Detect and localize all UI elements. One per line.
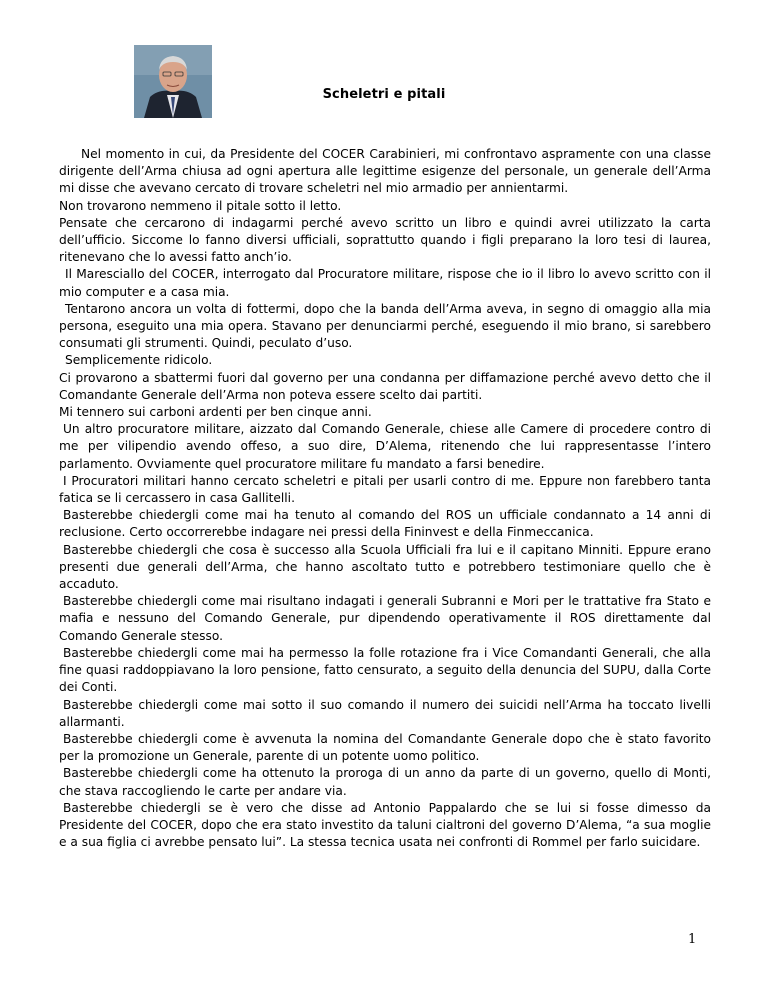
paragraph: Basterebbe chiedergli come è avvenuta la nomina del Comandante Generale dopo che è stato favorito per la promozione un Generale, parente di un potente uomo politico. [59, 731, 711, 764]
document-body [59, 146, 711, 851]
paragraph: Basterebbe chiedergli come ha ottenuto la proroga di un anno da parte di un governo, quello di Monti, che stava raccogliendo le carte per andare via. [59, 766, 711, 798]
paragraph: Basterebbe chiedergli come mai ha permesso la folle rotazione fra i Vice Comandanti Generali, che alla fine quasi raddoppiavano la loro pensione, fatto censurato, a seguito della denuncia del SUPU, dalla Corte dei Conti. [59, 645, 711, 695]
paragraph: Basterebbe chiedergli come mai risultano indagati i generali Subranni e Mori per le trattative fra Stato e mafia e nessuno del Comando Generale, pur dipendendo operativamente il ROS direttamente dal Comando Generale stesso. [59, 594, 711, 643]
portrait-image [134, 45, 212, 118]
paragraph: I Procuratori militari hanno cercato scheletri e pitali per usarli contro di me. Eppure non farebbero tanta fatica se li cercassero in casa Gallitelli. [59, 473, 711, 506]
paragraph: Tentarono ancora un volta di fottermi, dopo che la banda dell’Arma aveva, in segno di omaggio alla mia persona, eseguito una mia opera. Stavano per denunciarmi perché, eseguendo il mio brano, si sarebbero consumati gli strumenti. Quindi, peculato d’uso. [59, 301, 711, 351]
portrait-photo [134, 45, 212, 118]
paragraph: Basterebbe chiedergli come mai ha tenuto al comando del ROS un ufficiale condannato a 14 anni di reclusione. Certo occorrerebbe indagare nei pressi della Fininvest e della Finmeccanica. [59, 508, 711, 540]
paragraph: Mi tennero sui carboni ardenti per ben cinque anni. [59, 405, 372, 420]
paragraph: Nel momento in cui, da Presidente del COCER Carabinieri, mi confrontavo aspramente con una classe dirigente dell’Arma chiusa ad ogni apertura alle legittime esigenze del personale, un generale dell’Arma mi disse che avevano cercato di trovare scheletri nel mio armadio per annientarmi. [59, 147, 711, 196]
paragraph: Il Maresciallo del COCER, interrogato dal Procuratore militare, rispose che io il libro lo avevo scritto con il mio computer e a casa mia. [59, 267, 711, 299]
paragraph: Semplicemente ridicolo. [65, 353, 213, 368]
paragraph: Pensate che cercarono di indagarmi perché avevo scritto un libro e quindi avrei utilizzato la carta dell’ufficio. Siccome lo fanno diversi ufficiali, soprattutto quando i figli preparano la loro tesi di laurea, ritenevano che lo avessi fatto anch’io. [59, 215, 711, 265]
paragraph: Ci provarono a sbattermi fuori dal governo per una condanna per diffamazione perché avevo detto che il Comandante Generale dell’Arma non poteva essere scelto dai partiti. [59, 370, 711, 402]
paragraph: Non trovarono nemmeno il pitale sotto il letto. [59, 198, 342, 213]
paragraph: Basterebbe chiedergli come mai sotto il suo comando il numero dei suicidi nell’Arma ha toccato livelli allarmanti. [59, 697, 711, 729]
paragraph: Basterebbe chiedergli che cosa è successo alla Scuola Ufficiali fra lui e il capitano Minniti. Eppure erano presenti due generali dell’Arma, che hanno ascoltato tutto e potrebbero testimoniare quello che è accaduto. [59, 542, 711, 592]
document-title: Scheletri e pitali [322, 87, 446, 102]
page-number: 1 [688, 932, 697, 947]
paragraph: Basterebbe chiedergli se è vero che disse ad Antonio Pappalardo che se lui si fosse dimesso da Presidente del COCER, dopo che era stato investito da taluni cialtroni del governo D’Alema, “a sua moglie e a sua figlia ci avrebbe pensato lui”. La stessa tecnica usata nei confronti di Rommel per farlo suicidare. [59, 800, 711, 850]
paragraph: Un altro procuratore militare, aizzato dal Comando Generale, chiese alle Camere di procedere contro di me per vilipendio avendo offeso, a suo dire, D’Alema, ritenendo che lui rappresentasse l’intero parlamento. Ovviamente quel procuratore militare fu mandato a farsi benedire. [59, 422, 711, 471]
